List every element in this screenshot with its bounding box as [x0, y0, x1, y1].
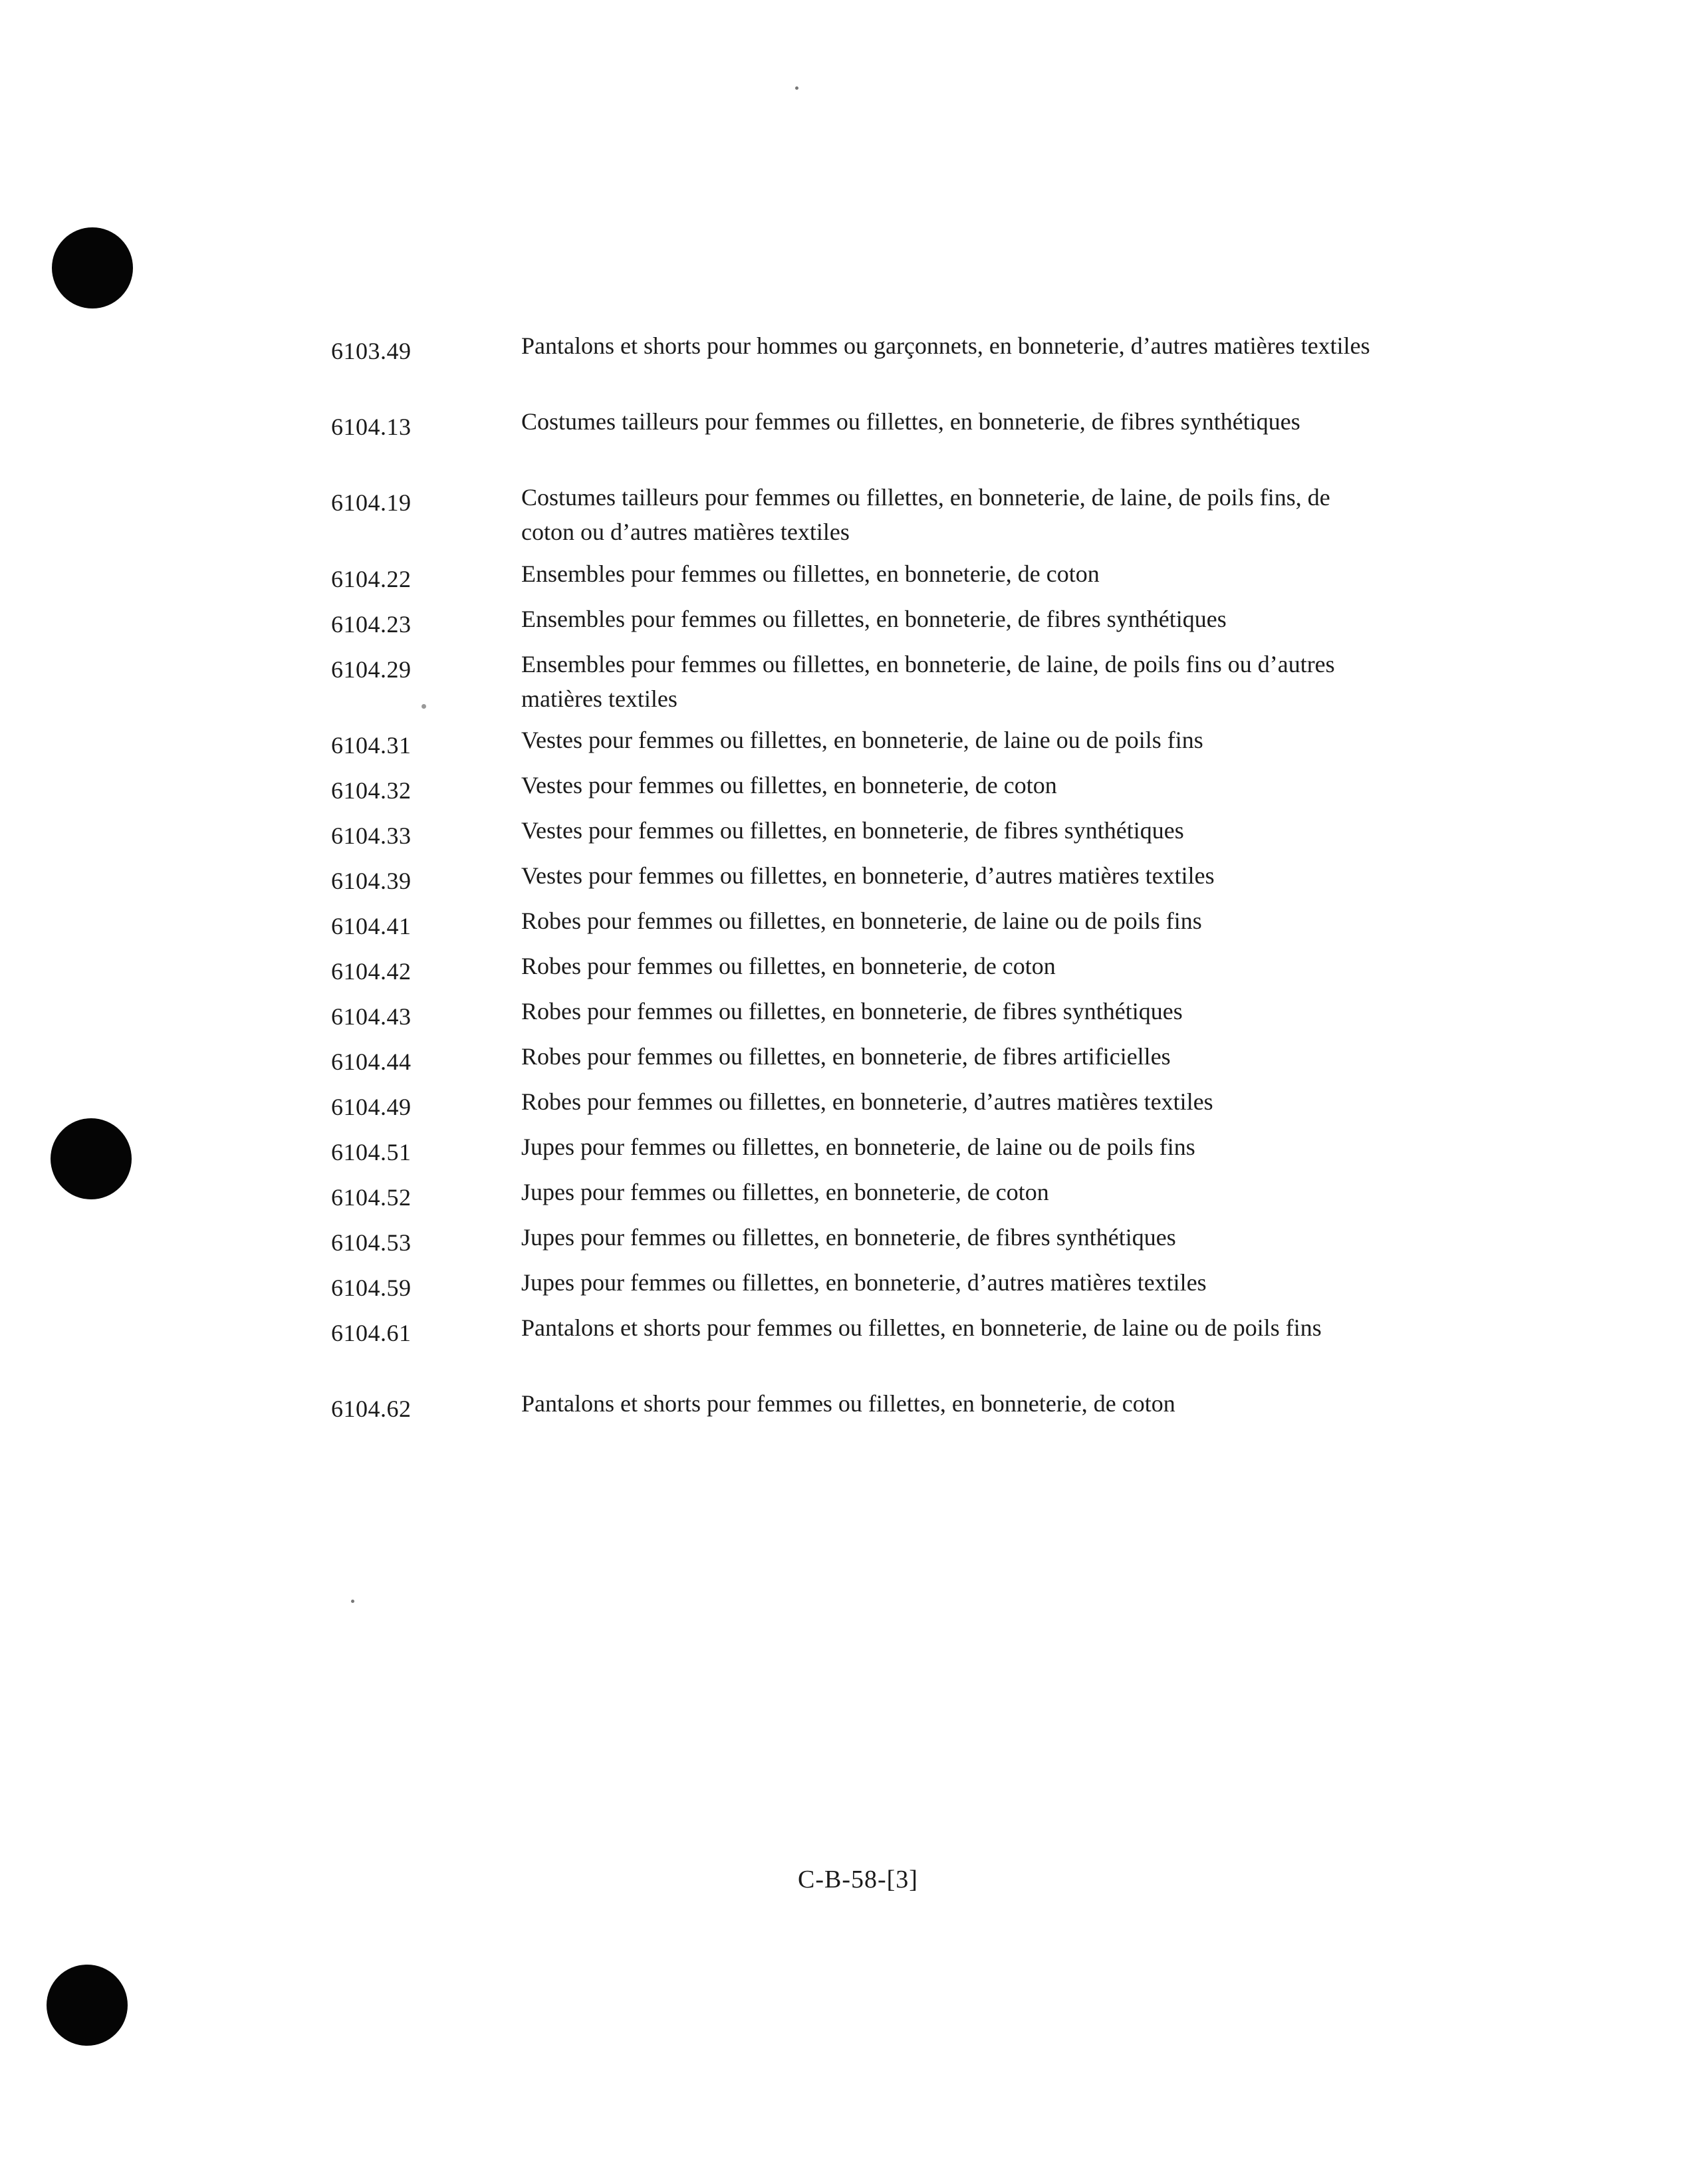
- tariff-code: 6104.39: [331, 868, 412, 894]
- scan-speck: [422, 704, 426, 709]
- tariff-code: 6104.51: [331, 1139, 412, 1165]
- tariff-description: Jupes pour femmes ou fillettes, en bonneterie, de laine ou de poils fins: [521, 1134, 1195, 1160]
- tariff-description: Jupes pour femmes ou fillettes, en bonneterie, de coton: [521, 1179, 1049, 1205]
- tariff-description: Ensembles pour femmes ou fillettes, en bonneterie, de laine, de poils fins ou d’autres matières textiles: [521, 651, 1335, 712]
- tariff-code: 6104.19: [331, 489, 412, 516]
- punch-hole-top: [52, 227, 133, 308]
- tariff-code: 6104.32: [331, 777, 412, 804]
- tariff-description: Vestes pour femmes ou fillettes, en bonneterie, d’autres matières textiles: [521, 862, 1215, 889]
- tariff-code: 6104.43: [331, 1003, 412, 1030]
- tariff-description: Robes pour femmes ou fillettes, en bonneterie, de laine ou de poils fins: [521, 908, 1202, 934]
- tariff-code: 6104.33: [331, 822, 412, 849]
- tariff-code: 6104.44: [331, 1048, 412, 1075]
- tariff-description: Robes pour femmes ou fillettes, en bonneterie, de fibres artificielles: [521, 1043, 1171, 1070]
- page-number: C-B-58-[3]: [798, 1866, 918, 1893]
- tariff-code: 6104.29: [331, 656, 412, 683]
- scan-speck: [795, 86, 798, 90]
- tariff-code: 6104.22: [331, 566, 412, 592]
- tariff-code: 6104.13: [331, 414, 412, 440]
- tariff-description: Pantalons et shorts pour femmes ou fillettes, en bonneterie, de laine ou de poils fins: [521, 1314, 1322, 1341]
- punch-hole-bottom: [47, 1965, 128, 2046]
- tariff-code: 6104.59: [331, 1274, 412, 1301]
- tariff-description: Ensembles pour femmes ou fillettes, en bonneterie, de coton: [521, 560, 1100, 587]
- tariff-code: 6104.23: [331, 611, 412, 638]
- tariff-description: Pantalons et shorts pour hommes ou garçonnets, en bonneterie, d’autres matières textiles: [521, 332, 1370, 359]
- tariff-code: 6103.49: [331, 338, 412, 364]
- tariff-description: Vestes pour femmes ou fillettes, en bonneterie, de laine ou de poils fins: [521, 727, 1203, 753]
- tariff-description: Robes pour femmes ou fillettes, en bonneterie, d’autres matières textiles: [521, 1088, 1213, 1115]
- tariff-description: Costumes tailleurs pour femmes ou fillettes, en bonneterie, de laine, de poils fins, de coton ou d’autres matières textiles: [521, 484, 1330, 545]
- tariff-code: 6104.53: [331, 1229, 412, 1256]
- scan-speck: [351, 1600, 354, 1603]
- punch-hole-middle: [51, 1118, 132, 1199]
- tariff-description: Ensembles pour femmes ou fillettes, en bonneterie, de fibres synthétiques: [521, 606, 1227, 632]
- tariff-description: Vestes pour femmes ou fillettes, en bonneterie, de coton: [521, 772, 1057, 798]
- tariff-code: 6104.42: [331, 958, 412, 985]
- tariff-description: Pantalons et shorts pour femmes ou fillettes, en bonneterie, de coton: [521, 1390, 1175, 1417]
- tariff-code: 6104.61: [331, 1320, 412, 1346]
- tariff-description: Jupes pour femmes ou fillettes, en bonneterie, de fibres synthétiques: [521, 1224, 1176, 1251]
- tariff-code: 6104.31: [331, 732, 412, 759]
- tariff-description: Vestes pour femmes ou fillettes, en bonneterie, de fibres synthétiques: [521, 817, 1184, 844]
- tariff-code: 6104.52: [331, 1184, 412, 1211]
- tariff-code: 6104.62: [331, 1395, 412, 1422]
- tariff-description: Robes pour femmes ou fillettes, en bonneterie, de coton: [521, 953, 1056, 979]
- tariff-description: Jupes pour femmes ou fillettes, en bonneterie, d’autres matières textiles: [521, 1269, 1207, 1296]
- tariff-description: Costumes tailleurs pour femmes ou fillettes, en bonneterie, de fibres synthétiques: [521, 408, 1300, 435]
- tariff-code: 6104.41: [331, 913, 412, 939]
- tariff-code: 6104.49: [331, 1094, 412, 1120]
- tariff-description: Robes pour femmes ou fillettes, en bonneterie, de fibres synthétiques: [521, 998, 1183, 1025]
